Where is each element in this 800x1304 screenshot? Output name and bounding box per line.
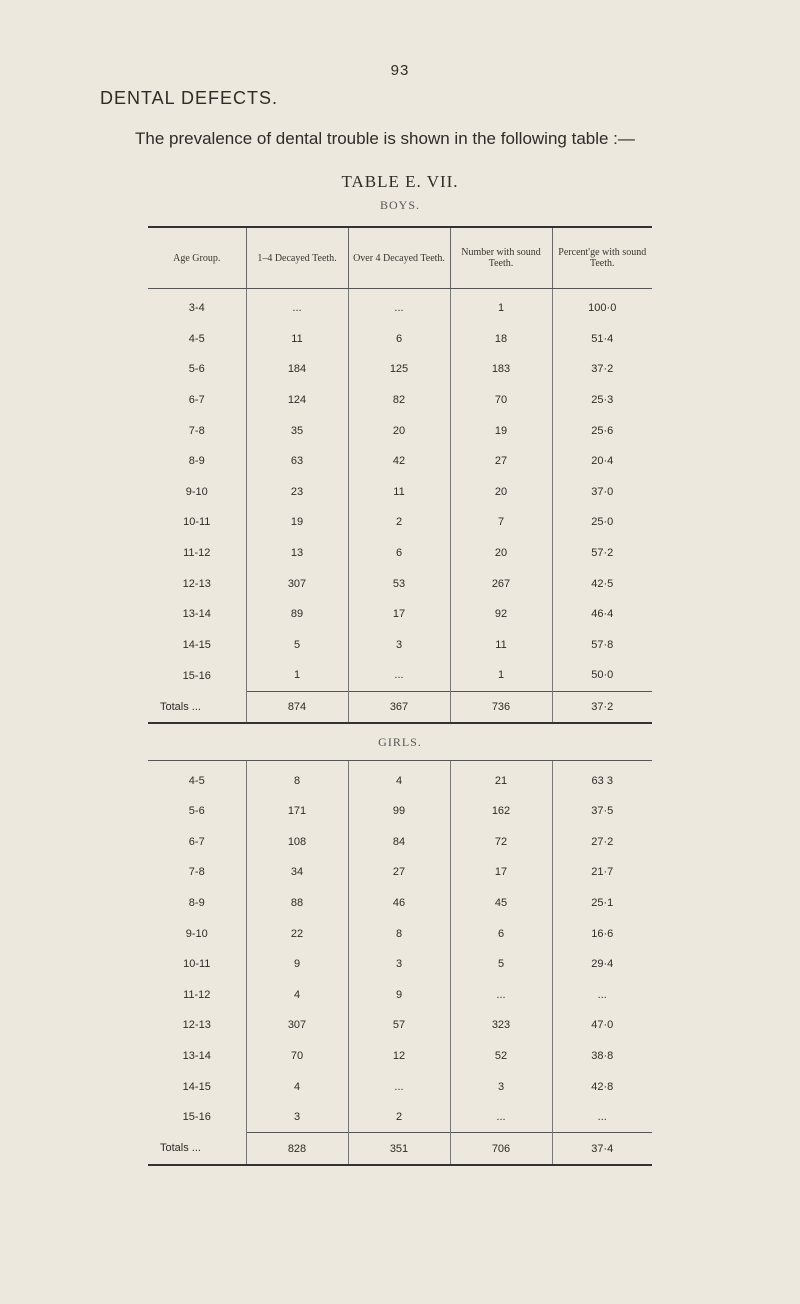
table-cell: 5: [246, 630, 348, 661]
table-cell: 9: [246, 949, 348, 980]
table-cell: 88: [246, 888, 348, 919]
table-cell: 45: [450, 888, 552, 919]
table-cell: 11-12: [183, 988, 211, 1001]
table-row: [148, 888, 652, 919]
table-row: [148, 477, 652, 508]
table-cell: 37·0: [552, 477, 652, 508]
table-row: [148, 918, 652, 949]
column-header-percent-sound: Percent'ge with sound Teeth.: [552, 227, 652, 289]
table-cell: 11-12: [183, 547, 211, 560]
table-row: [148, 1102, 652, 1133]
table-row: [148, 827, 652, 858]
table-header-row: [148, 227, 652, 289]
table-cell: 1: [450, 660, 552, 691]
table-cell: 736: [450, 691, 552, 723]
table-cell: 12-13: [182, 1019, 211, 1032]
intro-paragraph: The prevalence of dental trouble is shown in the following table :—: [135, 129, 635, 148]
table-row: [148, 354, 652, 385]
table-cell: 38·8: [552, 1041, 652, 1072]
table-row: [148, 385, 652, 416]
table-cell: 72: [450, 827, 552, 858]
table-cell: 3: [450, 1071, 552, 1102]
table-cell: 351: [348, 1133, 450, 1165]
table-row: [148, 324, 652, 355]
table-cell: 27: [450, 446, 552, 477]
girls-totals-row: [148, 1133, 652, 1165]
table-cell: 25·3: [552, 385, 652, 416]
table-cell: 183: [450, 354, 552, 385]
table-cell: 17: [348, 599, 450, 630]
table-cell: 92: [450, 599, 552, 630]
table-cell: 6: [348, 324, 450, 355]
table-cell: ...: [246, 289, 348, 324]
table-cell: 51·4: [552, 324, 652, 355]
table-row: [148, 660, 652, 691]
table-cell: 8-9: [188, 896, 205, 909]
table-cell: 13-14: [182, 608, 211, 621]
table-cell: 20: [348, 415, 450, 446]
boys-totals-body: [148, 691, 652, 761]
table-cell: 19: [450, 415, 552, 446]
table-title: TABLE E. VII.: [341, 172, 459, 191]
table-cell: 307: [246, 1010, 348, 1041]
table-cell: 20: [450, 538, 552, 569]
table-cell: 57: [348, 1010, 450, 1041]
table-cell: 21·7: [552, 857, 652, 888]
table-cell: 706: [450, 1133, 552, 1165]
table-cell: Totals ...: [148, 691, 246, 723]
boys-section-label: BOYS.: [379, 198, 420, 212]
table-cell: ...: [552, 1102, 652, 1133]
table-cell: 13: [246, 538, 348, 569]
table-cell: 23: [246, 477, 348, 508]
table-cell: 4: [348, 761, 450, 796]
table-cell: 125: [348, 354, 450, 385]
table-cell: 171: [246, 796, 348, 827]
girls-table-body: [148, 761, 652, 1133]
table-cell: ...: [348, 1071, 450, 1102]
table-row: [148, 630, 652, 661]
table-row: [148, 1010, 652, 1041]
dental-defects-table: [148, 226, 652, 1166]
table-cell: 10-11: [183, 516, 211, 529]
table-cell: 25·0: [552, 507, 652, 538]
table-cell: 6: [348, 538, 450, 569]
table-cell: 6-7: [188, 394, 205, 407]
table-cell: 6-7: [188, 835, 205, 848]
table-cell: 267: [450, 568, 552, 599]
table-cell: 9-10: [185, 485, 208, 498]
table-cell: 47·0: [552, 1010, 652, 1041]
table-cell: 20: [450, 477, 552, 508]
table-row: [148, 507, 652, 538]
table-cell: 2: [348, 507, 450, 538]
table-cell: 46: [348, 888, 450, 919]
table-row: [148, 1041, 652, 1072]
girls-totals-body: [148, 1133, 652, 1165]
table-cell: 27·2: [552, 827, 652, 858]
table-cell: 11: [450, 630, 552, 661]
table-cell: 124: [246, 385, 348, 416]
table-cell: 9: [348, 979, 450, 1010]
table-cell: 35: [246, 415, 348, 446]
table-cell: 70: [450, 385, 552, 416]
table-cell: 15-16: [182, 669, 211, 682]
table-cell: 37·4: [552, 1133, 652, 1165]
table-cell: 162: [450, 796, 552, 827]
table-cell: 8: [348, 918, 450, 949]
table-cell: 1: [246, 660, 348, 691]
table-cell: 828: [246, 1133, 348, 1165]
table-cell: 4: [246, 979, 348, 1010]
table-cell: 12: [348, 1041, 450, 1072]
table-cell: 323: [450, 1010, 552, 1041]
table-cell: 19: [246, 507, 348, 538]
table-row: [148, 796, 652, 827]
table-cell: 25·1: [552, 888, 652, 919]
table-row: [148, 761, 652, 796]
table-cell: 367: [348, 691, 450, 723]
section-heading: DENTAL DEFECTS.: [100, 88, 279, 108]
table-row: [148, 568, 652, 599]
table-cell: 63: [246, 446, 348, 477]
table-cell: 2: [348, 1102, 450, 1133]
table-cell: 5-6: [188, 363, 205, 376]
table-cell: 84: [348, 827, 450, 858]
table-cell: 184: [246, 354, 348, 385]
table-cell: 99: [348, 796, 450, 827]
table-cell: 6: [450, 918, 552, 949]
table-row: [148, 979, 652, 1010]
column-header-over-4-decayed: Over 4 Decayed Teeth.: [348, 227, 450, 289]
table-cell: 7-8: [188, 424, 205, 437]
table-cell: 82: [348, 385, 450, 416]
table-cell: 7-8: [188, 866, 205, 879]
table-cell: ...: [348, 660, 450, 691]
table-row: [148, 538, 652, 569]
table-cell: ...: [552, 979, 652, 1010]
boys-totals-row: [148, 691, 652, 723]
table-row: [148, 289, 652, 324]
table-cell: 34: [246, 857, 348, 888]
table-cell: 50·0: [552, 660, 652, 691]
table-cell: 37·2: [552, 354, 652, 385]
table-cell: 5: [450, 949, 552, 980]
table-cell: 21: [450, 761, 552, 796]
column-header-age-group: Age Group.: [148, 227, 246, 289]
table-cell: 57·8: [552, 630, 652, 661]
table-cell: 108: [246, 827, 348, 858]
boys-table-body: [148, 289, 652, 692]
table-cell: 8: [246, 761, 348, 796]
table-cell: ...: [348, 289, 450, 324]
table-cell: 52: [450, 1041, 552, 1072]
page-number: 93: [390, 62, 410, 79]
table-row: [148, 599, 652, 630]
table-cell: 16·6: [552, 918, 652, 949]
table-cell: 14-15: [182, 1080, 211, 1093]
table-cell: 1: [450, 289, 552, 324]
column-header-1-4-decayed: 1–4 Decayed Teeth.: [246, 227, 348, 289]
table-cell: 12-13: [182, 577, 211, 590]
table-cell: 63 3: [552, 761, 652, 796]
table-cell: 25·6: [552, 415, 652, 446]
table-cell: 22: [246, 918, 348, 949]
table-cell: 11: [348, 477, 450, 508]
table-cell: 8-9: [188, 455, 205, 468]
table-cell: ...: [450, 979, 552, 1010]
table-cell: 307: [246, 568, 348, 599]
table-cell: 13-14: [182, 1049, 211, 1062]
table-cell: 53: [348, 568, 450, 599]
girls-section-row: [148, 723, 652, 761]
table-cell: 14-15: [182, 638, 211, 651]
table-cell: 18: [450, 324, 552, 355]
table-cell: 4-5: [188, 332, 205, 345]
column-header-number-sound: Number with sound Teeth.: [450, 227, 552, 289]
table-row: [148, 446, 652, 477]
table-cell: 27: [348, 857, 450, 888]
table-cell: 874: [246, 691, 348, 723]
table-cell: 7: [450, 507, 552, 538]
table-row: [148, 857, 652, 888]
table-row: [148, 949, 652, 980]
table-cell: 11: [246, 324, 348, 355]
table-row: [148, 1071, 652, 1102]
table-cell: 15-16: [182, 1111, 211, 1124]
girls-section-label: GIRLS.: [148, 723, 652, 761]
table-cell: 42·5: [552, 568, 652, 599]
table-cell: 29·4: [552, 949, 652, 980]
table-cell: 4-5: [188, 774, 205, 787]
table-cell: 9-10: [185, 927, 208, 940]
table-row: [148, 415, 652, 446]
table-cell: 10-11: [183, 958, 211, 971]
table-cell: 46·4: [552, 599, 652, 630]
table-cell: 4: [246, 1071, 348, 1102]
table-cell: 3: [348, 949, 450, 980]
table-cell: 42·8: [552, 1071, 652, 1102]
table-cell: 5-6: [188, 805, 205, 818]
table-cell: ...: [450, 1102, 552, 1133]
table-cell: 37·2: [552, 691, 652, 723]
table-cell: 70: [246, 1041, 348, 1072]
table-cell: 17: [450, 857, 552, 888]
table-cell: 89: [246, 599, 348, 630]
table-cell: 3: [246, 1102, 348, 1133]
table-cell: 3-4: [188, 302, 205, 315]
table-cell: Totals ...: [148, 1133, 246, 1165]
table-cell: 100·0: [552, 289, 652, 324]
table-cell: 42: [348, 446, 450, 477]
table-cell: 37·5: [552, 796, 652, 827]
table-cell: 20·4: [552, 446, 652, 477]
table-cell: 57·2: [552, 538, 652, 569]
table-cell: 3: [348, 630, 450, 661]
